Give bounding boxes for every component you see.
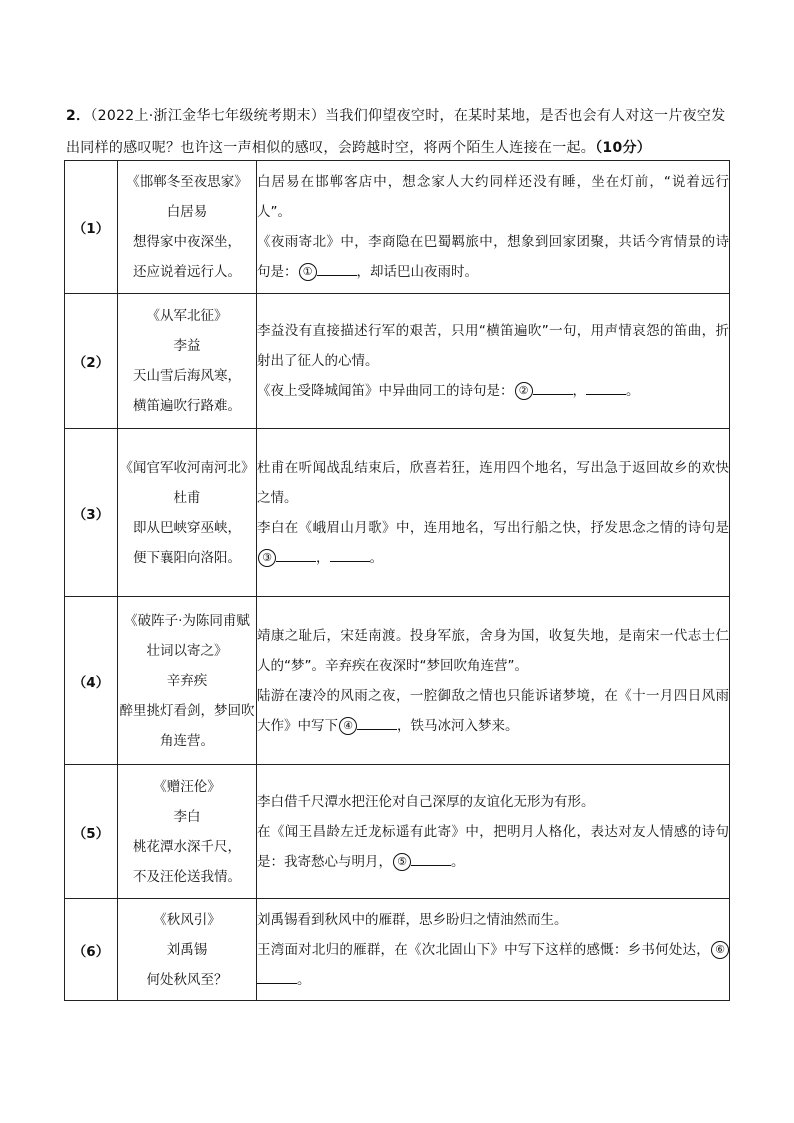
poem-line: 《秋风引》 xyxy=(153,911,221,928)
answer-blank[interactable] xyxy=(586,380,626,395)
table-row xyxy=(65,765,730,899)
poem-line: 李白 xyxy=(173,808,201,825)
prompt-text: 陆游在凄冷的风雨之夜，一腔御敌之情也只能诉诸梦境，在《十一月四日风雨大作》中写下 xyxy=(257,687,729,734)
answer-blank[interactable] xyxy=(257,969,297,984)
blank-number: ① xyxy=(299,263,317,281)
separator: ， xyxy=(572,383,586,399)
blank-number: ② xyxy=(515,382,533,400)
description xyxy=(257,161,730,294)
poem-line: 醉里挑灯看剑，梦回吹角连营。 xyxy=(119,702,255,749)
row-number: （4） xyxy=(65,597,118,765)
description xyxy=(257,899,730,1001)
poem-line: 天山雪后海风寒， xyxy=(133,368,241,384)
prompt-text: 在《闻王昌龄左迁龙标遥有此寄》中，把明月人格化，表达对友人情感的诗句是：我寄愁心与明月， xyxy=(257,823,729,870)
poem-line: 《闻官军收河南河北》 xyxy=(119,459,255,476)
poem-line: 刘禹锡 xyxy=(166,941,208,958)
poem-line: 白居易 xyxy=(166,204,208,220)
question-prompt xyxy=(257,681,729,741)
prompt-ending: 。 xyxy=(626,383,640,399)
answer-blank[interactable] xyxy=(276,547,316,562)
description-text: 李白借千尺潭水把汪伦对自己深厚的友谊化无形为有形。 xyxy=(257,793,595,810)
poem-line: 何处秋风至？ xyxy=(146,971,228,988)
prompt-ending: ，却话巴山夜雨时。 xyxy=(356,264,478,280)
poem-line: 桃花潭水深千尺， xyxy=(133,838,241,855)
separator: ， xyxy=(316,549,330,566)
answer-blank[interactable] xyxy=(330,547,370,562)
poem-excerpt xyxy=(118,161,257,294)
row-number: （3） xyxy=(65,429,118,597)
prompt-ending: 。 xyxy=(369,549,383,566)
poem-excerpt xyxy=(118,765,257,899)
question-prompt xyxy=(257,935,729,995)
poem-line: 即从巴峡穿巫峡， xyxy=(133,519,241,536)
row-number: （2） xyxy=(65,294,118,429)
table-row xyxy=(65,899,730,1001)
answer-blank[interactable] xyxy=(411,851,451,866)
prompt-ending: 。 xyxy=(297,971,311,988)
question-prompt xyxy=(257,513,729,573)
poem-line: 还应说着远行人。 xyxy=(133,264,241,280)
poem-excerpt xyxy=(118,597,257,765)
description-text: 白居易在邯郸客店中，想念家人大约同样还没有睡，坐在灯前，“说着远行人”。 xyxy=(257,174,729,220)
poem-line: 便下襄阳向洛阳。 xyxy=(133,549,241,566)
poem-excerpt xyxy=(118,294,257,429)
description-text: 刘禹锡看到秋风中的雁群，思乡盼归之情油然而生。 xyxy=(257,911,568,928)
table-row xyxy=(65,161,730,294)
poem-line: 横笛遍吹行路难。 xyxy=(133,398,241,414)
description xyxy=(257,429,730,597)
blank-number: ⑤ xyxy=(393,853,411,871)
question-prompt xyxy=(257,227,729,287)
answer-blank[interactable] xyxy=(317,261,357,276)
description-text: 靖康之耻后，宋廷南渡。投身军旅，舍身为国，收复失地，是南宋一代志士仁人的“梦”。辛弃疾在夜深时“梦回吹角连营”。 xyxy=(257,627,729,674)
prompt-text: 王湾面对北归的雁群，在《次北固山下》中写下这样的感慨：乡书何处达， xyxy=(257,941,710,958)
blank-number: ⑥ xyxy=(711,941,729,959)
row-number: （5） xyxy=(65,765,118,899)
prompt-text: 《夜雨寄北》中，李商隐在巴蜀羁旅中，想象到回家团聚，共话今宵情景的诗句是： xyxy=(257,234,729,280)
table-row xyxy=(65,429,730,597)
prompt-ending: 。 xyxy=(451,853,465,870)
row-number: （1） xyxy=(65,161,118,294)
poem-table xyxy=(64,160,730,1001)
question-body: 当我们仰望夜空时，在某时某地，是否也会有人对这一片夜空发出同样的感叹呢？也许这一声相似的感叹，会跨越时空，将两个陌生人连接在一起。 xyxy=(66,108,726,156)
question-text xyxy=(66,100,728,164)
question-source: （2022上·浙江金华七年级统考期末） xyxy=(90,108,326,124)
question-prompt xyxy=(257,817,729,877)
prompt-text: 李白在《峨眉山月歌》中，连用地名，写出行船之快，抒发思念之情的诗句是 xyxy=(257,519,729,536)
description xyxy=(257,294,730,429)
poem-line: 《邯郸冬至夜思家》 xyxy=(126,174,248,190)
poem-line: 辛弃疾 xyxy=(166,672,208,689)
answer-blank[interactable] xyxy=(357,715,397,730)
prompt-ending: ，铁马冰河入梦来。 xyxy=(397,717,519,734)
table-row xyxy=(65,294,730,429)
row-number: （6） xyxy=(65,899,118,1001)
answer-blank[interactable] xyxy=(533,380,573,395)
question-prompt xyxy=(257,376,729,406)
description-text: 李益没有直接描述行军的艰苦，只用“横笛遍吹”一句，用声情哀怨的笛曲，折射出了征人的心情。 xyxy=(257,323,729,369)
question-score: （10分） xyxy=(595,140,652,156)
poem-line: 《赠汪伦》 xyxy=(153,778,221,795)
poem-excerpt xyxy=(118,429,257,597)
poem-line: 李益 xyxy=(173,338,201,354)
description xyxy=(257,597,730,765)
poem-line: 想得家中夜深坐， xyxy=(133,234,241,250)
blank-number: ④ xyxy=(339,717,357,735)
table-row xyxy=(65,597,730,765)
prompt-text: 《夜上受降城闻笛》中异曲同工的诗句是： xyxy=(257,383,514,399)
poem-line: 《破阵子·为陈同甫赋壮词以寄之》 xyxy=(124,612,250,659)
poem-line: 不及汪伦送我情。 xyxy=(133,868,241,885)
poem-excerpt xyxy=(118,899,257,1001)
description-text: 杜甫在听闻战乱结束后，欣喜若狂，连用四个地名，写出急于返回故乡的欢快之情。 xyxy=(257,459,729,506)
blank-number: ③ xyxy=(258,549,276,567)
poem-line: 《从军北征》 xyxy=(146,308,228,324)
poem-line: 杜甫 xyxy=(173,489,201,506)
question-number: 2． xyxy=(66,108,91,124)
description xyxy=(257,765,730,899)
